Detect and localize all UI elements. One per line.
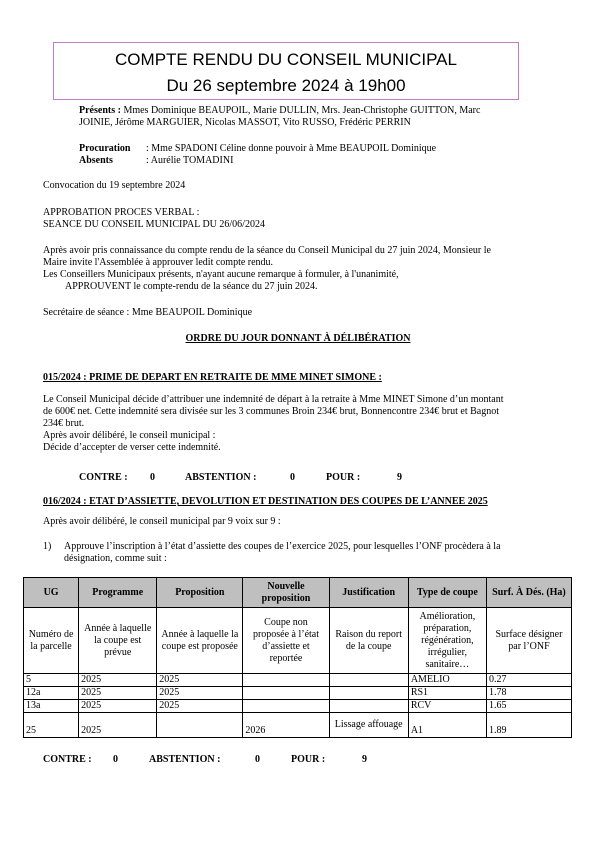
column-header: Proposition (157, 578, 243, 608)
table-cell: A1 (408, 713, 486, 738)
table-cell: 2025 (157, 687, 243, 700)
column-header: Programme (79, 578, 157, 608)
column-header: Nouvelle proposition (243, 578, 329, 608)
presents-label: Présents : (79, 105, 121, 116)
attendance-presents (79, 105, 549, 129)
deliberation-1-title: 015/2024 : PRIME DE DEPART EN RETRAITE DE MME MINET SIMONE : (43, 372, 382, 383)
procuration-text: : Mme SPADONI Céline donne pouvoir à Mme BEAUPOIL Dominique (146, 143, 437, 154)
table-cell (243, 687, 329, 700)
table-cell (243, 700, 329, 713)
table-cell: 13a (24, 700, 79, 713)
table-cell: 1.78 (486, 687, 571, 700)
contre-value: 0 (150, 472, 155, 483)
presents-names-line1: Mmes Dominique BEAUPOIL, Marie DULLIN, Mrs. Jean-Christophe GUITTON, Marc (123, 105, 481, 116)
table-cell: RCV (408, 700, 486, 713)
table-row (24, 713, 572, 738)
table-cell: Année à laquelle la coupe est proposée (157, 608, 243, 674)
ordre-du-jour-heading: ORDRE DU JOUR DONNANT À DÉLIBÉRATION (185, 333, 411, 344)
table-row (24, 674, 572, 687)
meeting-date: Du 26 septembre 2024 à 19h00 (166, 76, 406, 95)
column-header: Surf. À Dés. (Ha) (486, 578, 571, 608)
table-header-row (24, 578, 572, 608)
pour-label: POUR : (326, 472, 361, 483)
approbation-paragraph (43, 245, 553, 293)
abstention-label: ABSTENTION : (149, 754, 221, 765)
pour-value: 9 (362, 754, 367, 765)
approbation-heading-line2: SEANCE DU CONSEIL MUNICIPAL DU 26/06/2024 (43, 219, 265, 230)
deliberation-2-title: 016/2024 : ETAT D’ASSIETTE, DEVOLUTION ET DESTINATION DES COUPES DE L’ANNEE 2025 (43, 496, 488, 507)
abstention-label: ABSTENTION : (185, 472, 257, 483)
approbation-para1-line2: Maire invite l'Assemblée à approuver ledit compte rendu. (43, 257, 274, 268)
column-header: UG (24, 578, 79, 608)
table-cell: Numéro de la parcelle (24, 608, 79, 674)
table-cell: 2025 (79, 674, 157, 687)
table-cell: Surface désigner par l’ONF (486, 608, 571, 674)
table-cell: Amélioration, préparation, régénération, irrégulier, sanitaire… (408, 608, 486, 674)
table-cell: 2025 (157, 700, 243, 713)
table-cell: RS1 (408, 687, 486, 700)
table-cell: Raison du report de la coupe (329, 608, 408, 674)
table-cell: 2025 (79, 713, 157, 738)
attendance-procuration (79, 143, 549, 167)
coupes-table (23, 577, 572, 738)
contre-label: CONTRE : (43, 754, 92, 765)
table-row (24, 687, 572, 700)
table-cell: Coupe non proposée à l’état d’assiette et reportée (243, 608, 329, 674)
table-cell: 12a (24, 687, 79, 700)
approbation-heading-line1: APPROBATION PROCES VERBAL : (43, 207, 200, 218)
table-cell: Lissage affouage (329, 713, 408, 738)
table-cell: 2025 (79, 700, 157, 713)
contre-label: CONTRE : (79, 472, 128, 483)
pour-label: POUR : (291, 754, 326, 765)
approbation-para1-line1: Après avoir pris connaissance du compte rendu de la séance du Conseil Municipal du 27 juin 2024, Monsieur le (43, 245, 491, 256)
column-header: Type de coupe (408, 578, 486, 608)
deliberation-1-line2: de 600€ net. Cette indemnité sera divisée sur les 3 communes Broin 234€ brut, Bonnencontre 234€ brut et Bagnot (43, 406, 500, 417)
deliberation-1-line4: Après avoir délibéré, le conseil municipal : (43, 430, 216, 441)
item-line2: désignation, comme suit : (64, 553, 167, 564)
table-cell: 5 (24, 674, 79, 687)
approbation-heading (43, 207, 265, 231)
deliberation-1-body (43, 394, 558, 454)
absents-text: : Aurélie TOMADINI (146, 155, 234, 166)
procuration-label: Procuration (79, 143, 131, 154)
table-cell (157, 713, 243, 738)
deliberation-2-intro: Après avoir délibéré, le conseil municipal par 9 voix sur 9 : (43, 516, 281, 527)
pour-value: 9 (397, 472, 402, 483)
table-cell (329, 674, 408, 687)
deliberation-1-line1: Le Conseil Municipal décide d’attribuer une indemnité de départ à la retraite à Mme MINET Simone d’un montant (43, 394, 504, 405)
table-row (24, 700, 572, 713)
approbation-para3: APPROUVENT le compte-rendu de la séance du 27 juin 2024. (65, 281, 318, 292)
deliberation-1-line3: 234€ brut. (43, 418, 85, 429)
document-title: COMPTE RENDU DU CONSEIL MUNICIPAL (115, 50, 457, 69)
table-cell: 2026 (243, 713, 329, 738)
column-header: Justification (329, 578, 408, 608)
approbation-para2: Les Conseillers Municipaux présents, n'ayant aucune remarque à formuler, à l'unanimité, (43, 269, 399, 280)
item-line1: Approuve l’inscription à l’état d’assiette des coupes de l’exercice 2025, pour lesquelles l’ONF procèdera à la (64, 541, 501, 552)
convocation: Convocation du 19 septembre 2024 (43, 180, 186, 191)
table-cell: 1.65 (486, 700, 571, 713)
secretaire-de-seance: Secrétaire de séance : Mme BEAUPOIL Dominique (43, 307, 253, 318)
table-cell: 25 (24, 713, 79, 738)
table-cell: 2025 (157, 674, 243, 687)
table-description-row (24, 608, 572, 674)
table-cell (243, 674, 329, 687)
item-number: 1) (43, 541, 52, 552)
table-cell (329, 700, 408, 713)
table-cell: AMELIO (408, 674, 486, 687)
title-box (53, 42, 519, 100)
table-cell (329, 687, 408, 700)
abstention-value: 0 (255, 754, 260, 765)
table-cell: 2025 (79, 687, 157, 700)
deliberation-1-line5: Décide d’accepter de verser cette indemnité. (43, 442, 221, 453)
table-cell: 0.27 (486, 674, 571, 687)
table-cell: Année à laquelle la coupe est prévue (79, 608, 157, 674)
table-cell: 1.89 (486, 713, 571, 738)
abstention-value: 0 (290, 472, 295, 483)
absents-label: Absents (79, 155, 113, 166)
deliberation-2-item (64, 541, 554, 565)
contre-value: 0 (113, 754, 118, 765)
presents-names-line2: JOINIE, Jérôme MARGUIER, Nicolas MASSOT, Vito RUSSO, Frédéric PERRIN (79, 117, 411, 128)
